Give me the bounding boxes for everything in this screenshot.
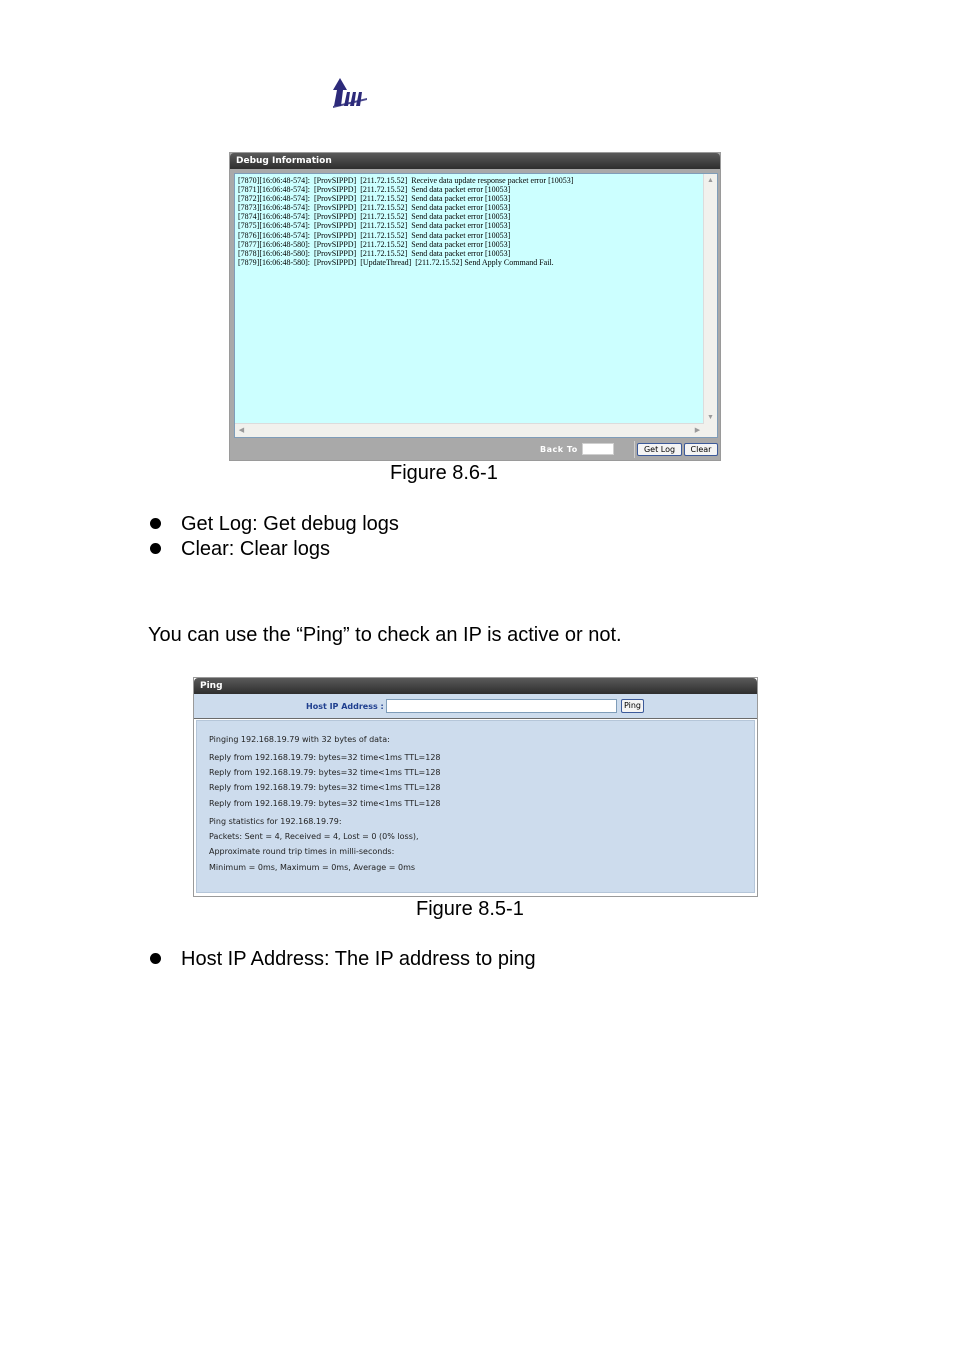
debug-log-line: [7877][16:06:48-580]: [ProvSIPPD] [211.72.15.52] Send data packet error [10053] bbox=[238, 239, 511, 249]
scrollbar-corner bbox=[704, 424, 717, 437]
bullet-dot-icon bbox=[150, 953, 161, 964]
bullet-dot-icon bbox=[150, 543, 161, 554]
ping-output-line: Reply from 192.168.19.79: bytes=32 time<1ms TTL=128 bbox=[209, 768, 441, 777]
logo-icon bbox=[331, 76, 369, 110]
ping-output-line: Pinging 192.168.19.79 with 32 bytes of data: bbox=[209, 735, 390, 744]
ping-output-line: Packets: Sent = 4, Received = 4, Lost = 0 (0% loss), bbox=[209, 832, 419, 841]
debug-log-textarea[interactable] bbox=[234, 173, 718, 438]
ping-panel-title: Ping bbox=[194, 678, 757, 694]
debug-log-line: [7876][16:06:48-574]: [ProvSIPPD] [211.72.15.52] Send data packet error [10053] bbox=[238, 230, 511, 240]
debug-panel-title: Debug Information bbox=[230, 153, 720, 169]
ping-output-line: Ping statistics for 192.168.19.79: bbox=[209, 817, 342, 826]
ping-output bbox=[196, 720, 755, 893]
ping-button[interactable]: Ping bbox=[621, 699, 644, 713]
back-to-label: Back To bbox=[540, 445, 578, 454]
ping-output-line: Reply from 192.168.19.79: bytes=32 time<1ms TTL=128 bbox=[209, 799, 441, 808]
vertical-scrollbar[interactable] bbox=[703, 174, 717, 424]
scroll-left-icon[interactable]: ◀ bbox=[238, 427, 245, 434]
host-ip-label: Host IP Address : bbox=[306, 702, 384, 711]
bullet-clear: Clear: Clear logs bbox=[181, 538, 330, 560]
get-log-button[interactable]: Get Log bbox=[637, 443, 682, 456]
ping-description: You can use the “Ping” to check an IP is active or not. bbox=[148, 624, 622, 646]
figure-caption-8-5-1: Figure 8.5-1 bbox=[416, 898, 524, 920]
debug-panel-footer bbox=[234, 441, 718, 458]
ping-output-line: Approximate round trip times in milli-seconds: bbox=[209, 847, 395, 856]
bullet-host-ip: Host IP Address: The IP address to ping bbox=[181, 948, 536, 970]
debug-log-line: [7873][16:06:48-574]: [ProvSIPPD] [211.72.15.52] Send data packet error [10053] bbox=[238, 203, 511, 213]
debug-log-line: [7878][16:06:48-580]: [ProvSIPPD] [211.72.15.52] Send data packet error [10053] bbox=[238, 248, 511, 258]
ping-output-line: Reply from 192.168.19.79: bytes=32 time<1ms TTL=128 bbox=[209, 783, 441, 792]
host-ip-input[interactable] bbox=[386, 699, 617, 713]
debug-log-lines bbox=[238, 176, 706, 267]
ping-form bbox=[194, 694, 757, 719]
ping-output-line: Minimum = 0ms, Maximum = 0ms, Average = 0ms bbox=[209, 863, 416, 872]
scroll-down-icon[interactable]: ▼ bbox=[707, 414, 714, 421]
footer-divider bbox=[634, 441, 635, 458]
debug-log-line: [7870][16:06:48-574]: [ProvSIPPD] [211.72.15.52] Receive data update response packet error [10053] bbox=[238, 176, 574, 185]
debug-log-line: [7871][16:06:48-574]: [ProvSIPPD] [211.72.15.52] Send data packet error [10053] bbox=[238, 185, 511, 195]
scroll-right-icon[interactable]: ▶ bbox=[694, 427, 701, 434]
debug-log-line: [7874][16:06:48-574]: [ProvSIPPD] [211.72.15.52] Send data packet error [10053] bbox=[238, 212, 511, 222]
ping-output-line: Reply from 192.168.19.79: bytes=32 time<1ms TTL=128 bbox=[209, 753, 441, 762]
ping-panel bbox=[193, 677, 758, 897]
horizontal-scrollbar[interactable] bbox=[235, 423, 704, 437]
debug-log-line: [7879][16:06:48-580]: [ProvSIPPD] [UpdateThread] [211.72.15.52] Send Apply Command Fail. bbox=[238, 257, 554, 267]
debug-information-panel bbox=[229, 152, 721, 461]
clear-button[interactable]: Clear bbox=[684, 443, 718, 456]
back-to-input[interactable] bbox=[582, 443, 614, 455]
debug-log-line: [7872][16:06:48-574]: [ProvSIPPD] [211.72.15.52] Send data packet error [10053] bbox=[238, 194, 511, 204]
debug-log-line: [7875][16:06:48-574]: [ProvSIPPD] [211.72.15.52] Send data packet error [10053] bbox=[238, 221, 511, 231]
bullet-dot-icon bbox=[150, 518, 161, 529]
bullet-get-log: Get Log: Get debug logs bbox=[181, 513, 399, 535]
scroll-up-icon[interactable]: ▲ bbox=[707, 177, 714, 184]
figure-caption-8-6-1: Figure 8.6-1 bbox=[390, 462, 498, 484]
